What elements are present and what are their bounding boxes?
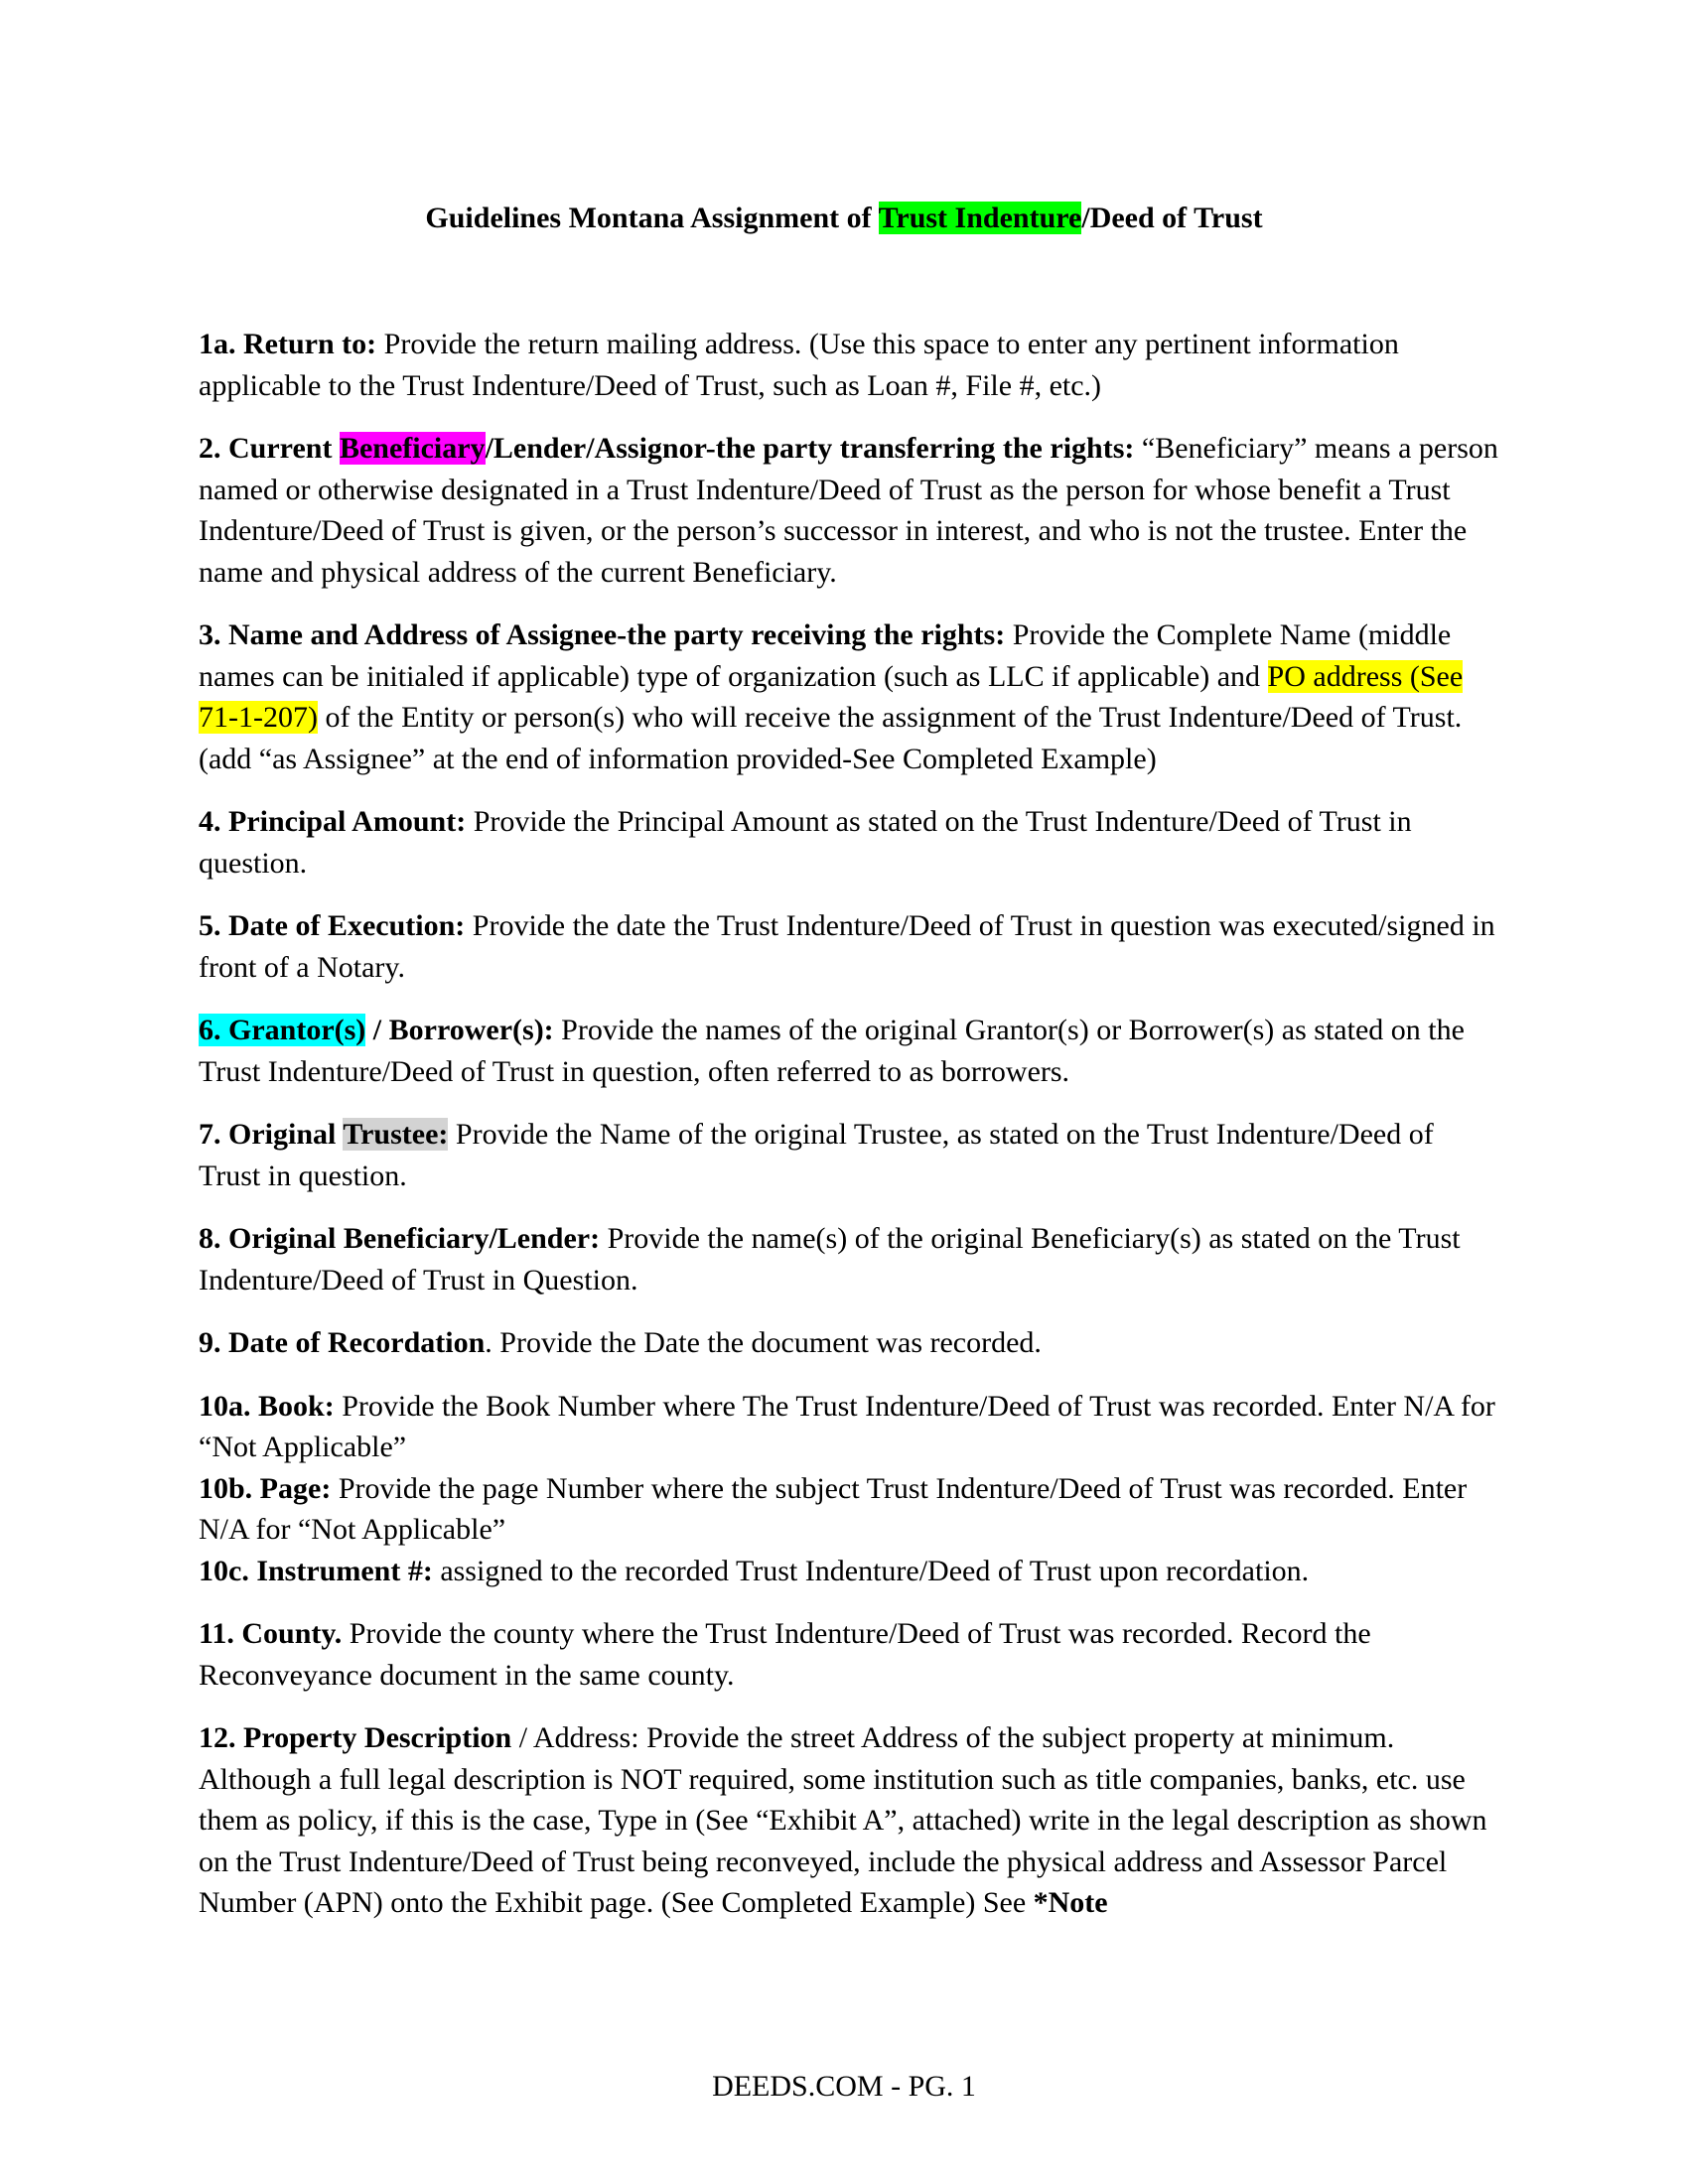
section-5-label: 5. Date of Execution: [199,909,466,942]
section-11 [199,1613,1499,1696]
section-1a [199,324,1499,406]
section-6-label-b: / Borrower(s): [365,1014,554,1046]
section-10c-label: 10c. Instrument #: [199,1554,433,1587]
section-10a-text: Provide the Book Number where The Trust Indenture/Deed of Trust was recorded. Enter N/A for “Not Applicable” [199,1389,1495,1463]
section-5-text: Provide the date the Trust Indenture/Deed of Trust in question was executed/signed in front of a Notary. [199,909,1495,984]
section-12-note: *Note [1033,1886,1108,1919]
section-1a-label: 1a. Return to: [199,328,377,360]
section-3-label: 3. Name and Address of Assignee-the party receiving the rights: [199,618,1006,651]
section-10c [199,1551,1499,1592]
section-10b-label: 10b. Page: [199,1471,332,1505]
section-3 [199,614,1499,779]
section-9 [199,1322,1499,1364]
title-prefix: Guidelines Montana Assignment of [425,202,879,234]
section-7 [199,1114,1499,1196]
section-4 [199,801,1499,884]
section-12-text: / Address: Provide the street Address of the subject property at minimum. Although a full legal description is NOT required, some institution such as title companies, banks, etc. use them as policy, if this is the case, Type in (See “Exhibit A”, attached) write in the legal description as shown on the Trust Indenture/Deed of Trust being reconveyed, include the physical address and Assessor Parcel Number (APN) onto the Exhibit page. (See Completed Example) See [199,1721,1487,1919]
section-2-label-b: /Lender/Assignor-the party transferring the rights: [485,432,1135,465]
guidelines-body [199,324,1499,1946]
section-4-text: Provide the Principal Amount as stated on the Trust Indenture/Deed of Trust in question. [199,805,1412,880]
section-3-text-highlight: PO address (See 71-1-207) [199,659,1464,734]
section-8 [199,1218,1499,1300]
section-10a-label: 10a. Book: [199,1389,335,1423]
section-2-label-highlight: Beneficiary [339,432,486,465]
section-3-text-b: of the Entity or person(s) who will receive the assignment of the Trust Indenture/Deed of Trust. (add “as Assignee” at the end of information provided-See Completed Example) [199,701,1463,775]
title-suffix: /Deed of Trust [1081,202,1263,234]
section-2-text: “Beneficiary” means a person named or otherwise designated in a Trust Indenture/Deed of Trust as the person for whose benefit a Trust Indenture/Deed of Trust is given, or the person’s successor in interest, and who is not the trustee. Enter the name and physical address of the current Beneficiary. [199,432,1498,589]
section-12-label: 12. Property Description [199,1721,512,1754]
section-8-label: 8. Original Beneficiary/Lender: [199,1222,601,1255]
title-highlight: Trust Indenture [878,202,1082,234]
page-footer: DEEDS.COM - PG. 1 [712,2070,976,2103]
section-11-label: 11. County. [199,1617,343,1650]
section-6-label-highlight: 6. Grantor(s) [199,1014,366,1046]
section-6 [199,1010,1499,1092]
section-2 [199,428,1499,593]
section-9-label: 9. Date of Recordation [199,1326,486,1359]
section-10c-text: assigned to the recorded Trust Indenture/Deed of Trust upon recordation. [432,1554,1310,1587]
section-7-label-highlight: Trustee: [343,1118,449,1151]
document-title [0,199,1688,238]
section-2-label-a: 2. Current [199,432,340,465]
section-3-text-a: Provide the Complete Name (middle names can be initialed if applicable) type of organization (such as LLC if applicable) and [199,618,1452,693]
section-11-text: Provide the county where the Trust Indenture/Deed of Trust was recorded. Record the Reconveyance document in the same county. [199,1617,1371,1692]
section-12 [199,1717,1499,1924]
section-5 [199,905,1499,988]
section-7-label-a: 7. Original [199,1118,344,1151]
section-4-label: 4. Principal Amount: [199,805,467,838]
section-10b [199,1468,1499,1551]
section-10a [199,1386,1499,1468]
section-7-text: Provide the Name of the original Trustee, as stated on the Trust Indenture/Deed of Trust in question. [199,1118,1434,1192]
section-1a-text: Provide the return mailing address. (Use this space to enter any pertinent information applicable to the Trust Indenture/Deed of Trust, such as Loan #, File #, etc.) [199,328,1399,402]
section-10b-text: Provide the page Number where the subject Trust Indenture/Deed of Trust was recorded. Enter N/A for “Not Applicable” [199,1471,1468,1546]
section-6-text: Provide the names of the original Grantor(s) or Borrower(s) as stated on the Trust Indenture/Deed of Trust in question, often referred to as borrowers. [199,1014,1465,1088]
section-9-text: . Provide the Date the document was recorded. [485,1326,1042,1359]
section-8-text: Provide the name(s) of the original Beneficiary(s) as stated on the Trust Indenture/Deed of Trust in Question. [199,1222,1461,1297]
